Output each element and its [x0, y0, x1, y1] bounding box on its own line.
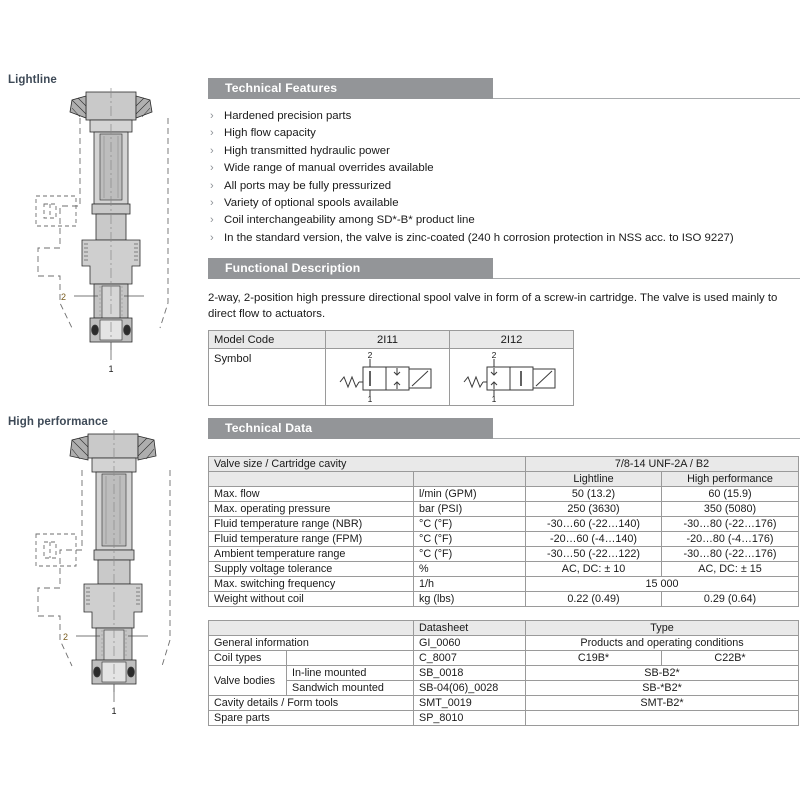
chevron-right-icon: ›: [210, 179, 214, 192]
section-bar: [208, 258, 493, 279]
row-label: Coil types: [209, 651, 287, 666]
list-item-label: High flow capacity: [224, 127, 316, 140]
list-item-label: All ports may be fully pressurized: [224, 179, 392, 192]
port-2-label: 2: [60, 292, 66, 302]
row-label: Fluid temperature range (FPM): [209, 532, 414, 547]
chevron-right-icon: ›: [210, 127, 214, 140]
list-item: [208, 143, 800, 160]
row-value-lightline: 250 (3630): [526, 502, 662, 517]
row-type: SB-*B2*: [526, 681, 799, 696]
list-item: [208, 108, 800, 125]
lightline-cartridge-drawing: [20, 88, 200, 398]
row-unit: %: [414, 562, 526, 577]
lightline-drawing-label: Lightline: [8, 74, 57, 86]
technical-data-table: [208, 456, 799, 607]
row-type: Products and operating conditions: [526, 636, 799, 651]
column-header-highperformance: High performance: [662, 472, 799, 487]
list-item-label: High transmitted hydraulic power: [224, 144, 390, 157]
row-value-lightline: -30…60 (-22…140): [526, 517, 662, 532]
row-type: C19B*: [526, 651, 662, 666]
table-row: [209, 331, 574, 349]
section-rule: [493, 438, 800, 439]
technical-features-list: [208, 108, 800, 247]
table-row: [209, 472, 799, 487]
table-row: [209, 562, 799, 577]
port-1-label: 1: [108, 364, 114, 374]
section-title: Technical Data: [225, 421, 313, 435]
valve-symbol-2i12: [460, 352, 564, 402]
model-code-table: [208, 330, 574, 406]
row-value-lightline: -20…60 (-4…140): [526, 532, 662, 547]
cartridge-cavity-value: 7/8-14 UNF-2A / B2: [526, 457, 799, 472]
row-unit: bar (PSI): [414, 502, 526, 517]
port-2-label: 2: [62, 632, 68, 642]
table-row: [209, 592, 799, 607]
table-row: [209, 487, 799, 502]
row-unit: °C (°F): [414, 517, 526, 532]
row-value-highperf: 350 (5080): [662, 502, 799, 517]
table-row: [209, 651, 799, 666]
chevron-right-icon: ›: [210, 110, 214, 122]
highperformance-cartridge-drawing: [20, 430, 200, 730]
list-item-label: Hardened precision parts: [224, 110, 352, 122]
row-value-highperf: -30…80 (-22…176): [662, 517, 799, 532]
row-type: [526, 711, 799, 726]
row-value-lightline: -30…50 (-22…122): [526, 547, 662, 562]
table-row: [209, 621, 799, 636]
row-type: SMT-B2*: [526, 696, 799, 711]
row-datasheet: SB_0018: [414, 666, 526, 681]
section-title: Functional Description: [225, 261, 361, 275]
table-row: [209, 517, 799, 532]
column-header-type: Type: [526, 621, 799, 636]
list-item: [208, 212, 800, 229]
list-item: [208, 195, 800, 212]
symbol-cell-2i12: [450, 349, 574, 406]
row-sub: [287, 651, 414, 666]
row-label: Ambient temperature range: [209, 547, 414, 562]
datasheet-reference-table: [208, 620, 799, 726]
table-row: [209, 547, 799, 562]
table-row: [209, 636, 799, 651]
empty-cell: [414, 472, 526, 487]
table-row: [209, 502, 799, 517]
row-value-lightline: 50 (13.2): [526, 487, 662, 502]
empty-cell: [209, 472, 414, 487]
row-sub: Sandwich mounted: [287, 681, 414, 696]
row-datasheet: SB-04(06)_0028: [414, 681, 526, 696]
list-item-label: Variety of optional spools available: [224, 197, 399, 210]
column-header-datasheet: Datasheet: [414, 621, 526, 636]
row-label: General information: [209, 636, 414, 651]
row-unit: kg (lbs): [414, 592, 526, 607]
row-value-highperf: 60 (15.9): [662, 487, 799, 502]
svg-text:2: 2: [491, 352, 496, 360]
highperformance-drawing-label: High performance: [8, 416, 109, 428]
section-rule: [493, 98, 800, 99]
table-row: [209, 711, 799, 726]
section-bar: [208, 418, 493, 439]
row-value-lightline: 0.22 (0.49): [526, 592, 662, 607]
row-label: Supply voltage tolerance: [209, 562, 414, 577]
row-value-spanned: 15 000: [526, 577, 799, 592]
row-value-highperf: 0.29 (0.64): [662, 592, 799, 607]
chevron-right-icon: ›: [210, 197, 214, 210]
row-sub: In-line mounted: [287, 666, 414, 681]
empty-cell: [209, 621, 414, 636]
list-item-label: In the standard version, the valve is zinc-coated (240 h corrosion protection in NSS acc. to ISO 9227): [224, 231, 734, 244]
row-label: Max. switching frequency: [209, 577, 414, 592]
table-row: [209, 681, 799, 696]
section-header-technical-data: [208, 418, 800, 439]
list-item-label: Wide range of manual overrides available: [224, 162, 434, 175]
row-label: Cavity details / Form tools: [209, 696, 414, 711]
model-code-value: 2I12: [450, 331, 574, 349]
row-label: Spare parts: [209, 711, 414, 726]
row-label: Max. flow: [209, 487, 414, 502]
model-code-value: 2I11: [326, 331, 450, 349]
list-item: [208, 178, 800, 195]
svg-text:1: 1: [367, 394, 372, 402]
section-title: Technical Features: [225, 81, 338, 95]
svg-text:1: 1: [491, 394, 496, 402]
row-unit: °C (°F): [414, 532, 526, 547]
symbol-cell-2i11: [326, 349, 450, 406]
row-label: Weight without coil: [209, 592, 414, 607]
table-row: [209, 577, 799, 592]
svg-text:2: 2: [367, 352, 372, 360]
section-rule: [493, 278, 800, 279]
chevron-right-icon: ›: [210, 144, 214, 157]
chevron-right-icon: ›: [210, 214, 214, 227]
list-item: [208, 160, 800, 177]
valve-symbol-2i11: [336, 352, 440, 402]
list-item: [208, 230, 800, 247]
row-value-highperf: -20…80 (-4…176): [662, 532, 799, 547]
row-datasheet: C_8007: [414, 651, 526, 666]
functional-description-text: 2-way, 2-position high pressure directional spool valve in form of a screw-in cartridge. The valve is used mainly to direct flow to actuators.: [208, 292, 778, 321]
list-item-label: Coil interchangeability among SD*-B* product line: [224, 214, 475, 227]
row-type: SB-B2*: [526, 666, 799, 681]
table-row: [209, 532, 799, 547]
row-unit: 1/h: [414, 577, 526, 592]
list-item: [208, 125, 800, 142]
port-1-label: 1: [111, 706, 117, 716]
row-label: Valve bodies: [209, 666, 287, 696]
chevron-right-icon: ›: [210, 162, 214, 175]
table-row: [209, 457, 799, 472]
row-type-2: C22B*: [662, 651, 799, 666]
row-label: Fluid temperature range (NBR): [209, 517, 414, 532]
section-header-functional-description: [208, 258, 800, 279]
column-header-lightline: Lightline: [526, 472, 662, 487]
chevron-right-icon: ›: [210, 231, 214, 244]
section-header-technical-features: [208, 78, 800, 99]
row-unit: °C (°F): [414, 547, 526, 562]
row-value-lightline: AC, DC: ± 10: [526, 562, 662, 577]
valve-size-label: Valve size / Cartridge cavity: [209, 457, 526, 472]
row-value-highperf: -30…80 (-22…176): [662, 547, 799, 562]
symbol-label: Symbol: [209, 349, 326, 406]
row-unit: l/min (GPM): [414, 487, 526, 502]
model-code-label: Model Code: [209, 331, 326, 349]
table-row: [209, 696, 799, 711]
table-row: [209, 349, 574, 406]
row-label: Max. operating pressure: [209, 502, 414, 517]
row-datasheet: SMT_0019: [414, 696, 526, 711]
section-bar: [208, 78, 493, 99]
row-datasheet: SP_8010: [414, 711, 526, 726]
table-row: [209, 666, 799, 681]
row-value-highperf: AC, DC: ± 15: [662, 562, 799, 577]
row-datasheet: GI_0060: [414, 636, 526, 651]
